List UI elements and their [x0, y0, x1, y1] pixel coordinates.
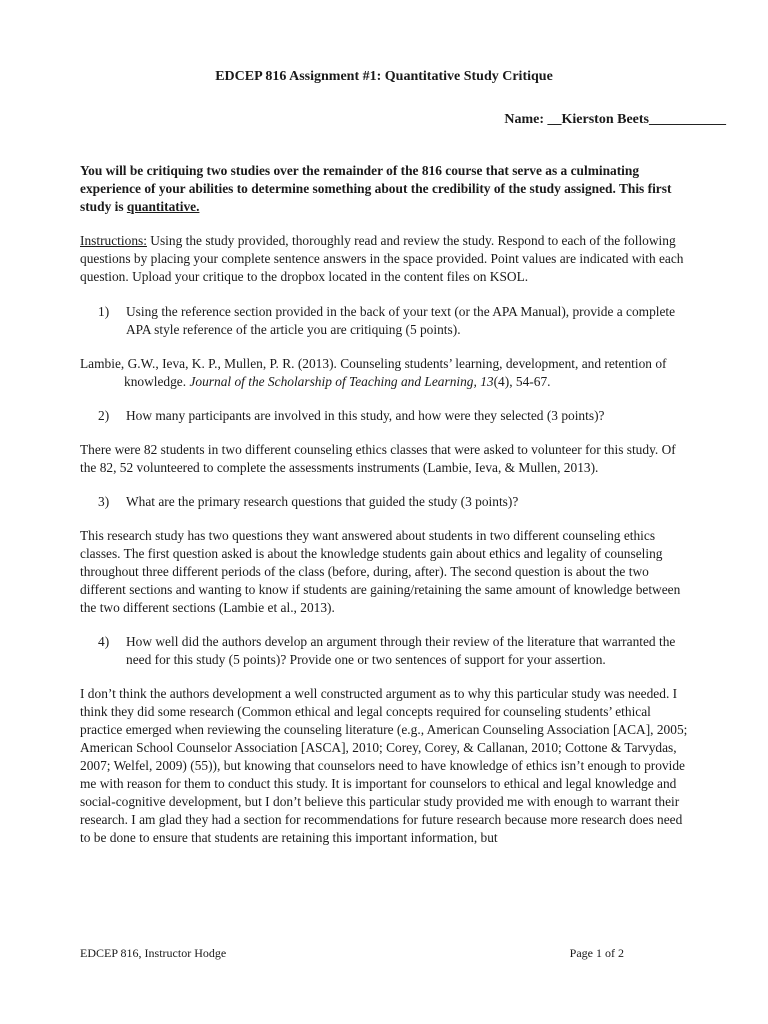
- page-footer: [80, 944, 624, 962]
- reference-journal: Journal of the Scholarship of Teaching and Learning, 13: [189, 374, 494, 389]
- answer-2: There were 82 students in two different counseling ethics classes that were asked to volunteer for this study. Of the 82, 52 volunteered to complete the assessments instruments (Lambie, Ieva, & Mullen, 2013).: [80, 442, 676, 475]
- question-number: 2): [98, 408, 110, 423]
- question-text: How many participants are involved in this study, and how were they selected (3 points)?: [126, 408, 605, 423]
- instructions-text: Using the study provided, thoroughly read and review the study. Respond to each of the following questions by placing your complete sentence answers in the space provided. Point values are indicated with each question. Upload your critique to the dropbox located in the content files on KSOL.: [80, 233, 684, 284]
- answer-4: I don’t think the authors development a well constructed argument as to why this particular study was needed. I think they did some research (Common ethical and legal concepts required for counseling students’ ethical practice emerged when reviewing the counseling literature (e.g., American Counseling Association [ACA], 2005; American School Counselor Association [ASCA], 2010; Corey, Corey, & Callanan, 2010; Cottone & Tarvydas, 2007; Welfel, 2009) (55)), but knowing that counselors need to have knowledge of ethics isn’t enough to provide me with reason for them to conduct this study. It is important for counselors to ethical and legal knowledge and social-cognitive development, but I don’t believe this particular study provided me with enough to warrant their research. I am glad they had a section for recommendations for future research because more research does need to be done to ensure that students are retaining this important information, but: [80, 686, 688, 845]
- instructions-label: Instructions:: [80, 233, 147, 248]
- question-2: [80, 407, 692, 425]
- document-body: [80, 162, 692, 863]
- intro-text: You will be critiquing two studies over the remainder of the 816 course that serve as a culminating experience of your abilities to determine something about the credibility of the study assigned. This first study is: [80, 163, 672, 214]
- question-text: How well did the authors develop an argument through their review of the literature that warranted the need for this study (5 points)? Provide one or two sentences of support for your assertion.: [126, 634, 676, 667]
- question-number: 3): [98, 494, 110, 509]
- reference-authors: Lambie, G.W., Ieva, K. P., Mullen, P. R. (2013). Counseling students’ learning, development, and retention of knowledge.: [80, 356, 667, 389]
- question-4: [80, 633, 692, 669]
- apa-reference: [80, 355, 692, 391]
- question-1: [80, 303, 692, 339]
- question-text: Using the reference section provided in the back of your text (or the APA Manual), provide a complete APA style reference of the article you are critiquing (5 points).: [126, 304, 676, 337]
- student-name-line: Name: __Kierston Beets___________: [504, 112, 726, 127]
- question-number: 4): [98, 634, 110, 649]
- footer-page-number: Page 1 of 2: [569, 946, 624, 960]
- question-text: What are the primary research questions that guided the study (3 points)?: [126, 494, 519, 509]
- question-3: [80, 493, 692, 511]
- intro-emphasis: quantitative.: [126, 199, 200, 214]
- footer-course: EDCEP 816, Instructor Hodge: [80, 946, 227, 960]
- intro-paragraph: [80, 162, 692, 216]
- answer-3: This research study has two questions they want answered about students in two different counseling ethics classes. The first question asked is about the knowledge students gain about ethics and legality of counseling throughout three different periods of the class (before, during, after). The second question is about the two different sections and wanting to know if students are gaining/retaining the same amount of knowledge between the two different sections (Lambie et al., 2013).: [80, 528, 681, 615]
- document-title: EDCEP 816 Assignment #1: Quantitative Study Critique: [215, 69, 553, 84]
- instructions-paragraph: [80, 232, 692, 286]
- reference-issue-pages: (4), 54-67.: [493, 374, 551, 389]
- question-number: 1): [98, 304, 110, 319]
